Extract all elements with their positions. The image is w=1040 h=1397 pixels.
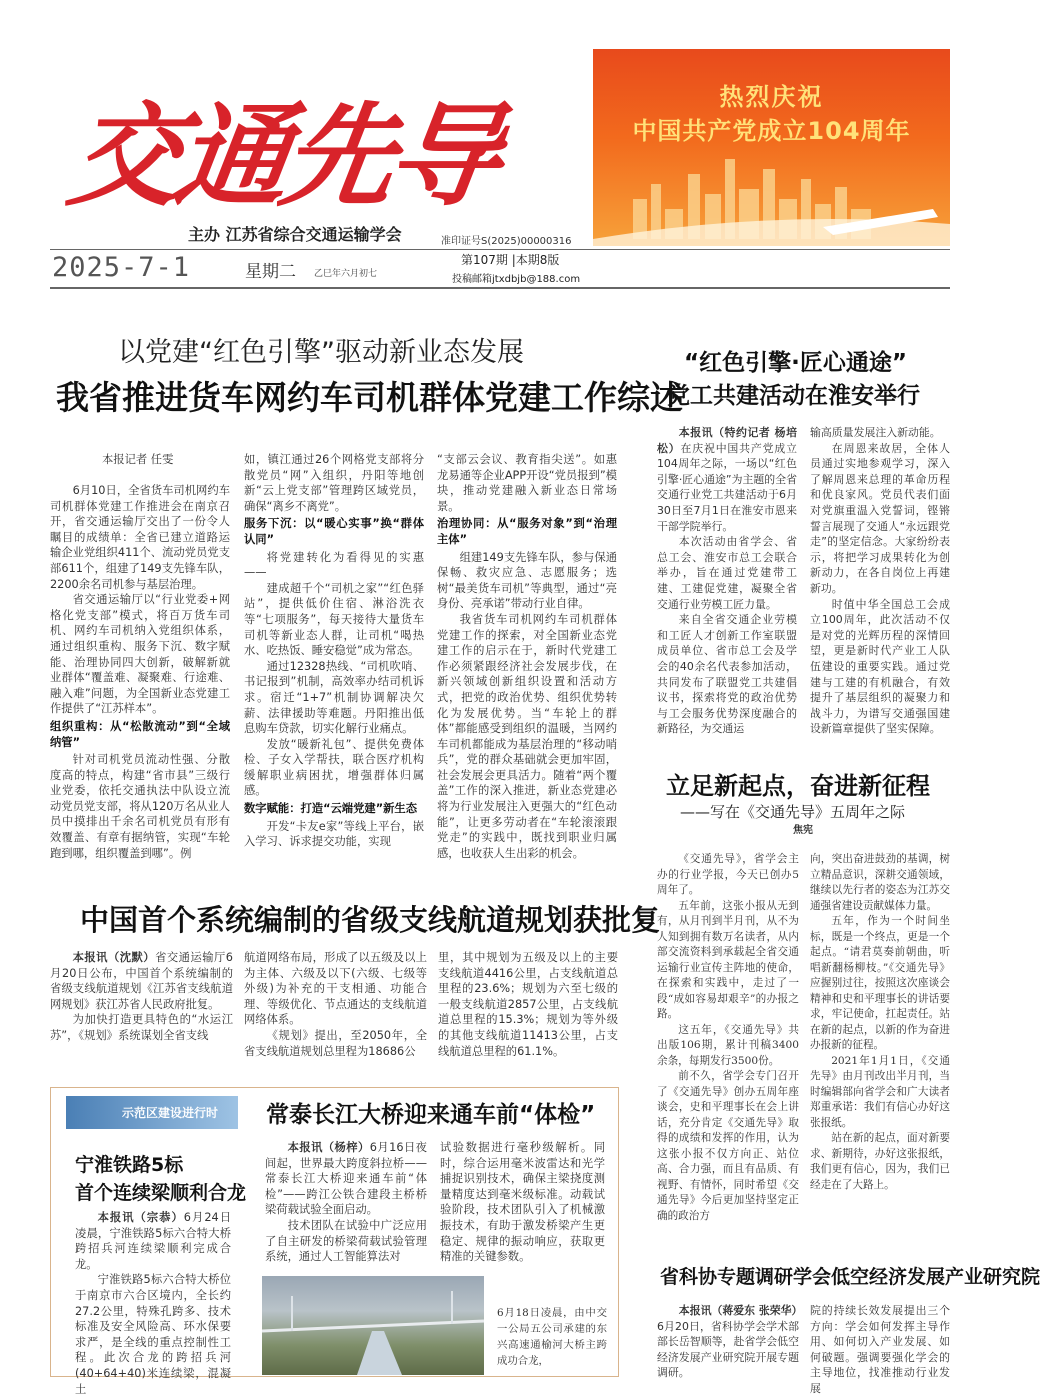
paragraph bbox=[50, 752, 230, 861]
paragraph-text: 站在新的起点，面对新要求、新期待，办好这张报纸，我们更有信心，因为，我们已经走在了大路上。 bbox=[810, 1132, 950, 1191]
paragraph-text: 宁淮铁路5标六合特大桥位于南京市六合区境内，全长约27.2公里，特殊孔跨多、技术标准及安全风险高、环水保要求严，是全线的重点控制性工程。此次合龙的跨招兵河(40+64+40)米连续梁，混凝土 bbox=[75, 1273, 231, 1396]
article4-col2 bbox=[810, 852, 950, 1193]
paragraph bbox=[438, 950, 618, 1059]
paragraph-text: 在周恩来故居，全体人员通过实地参观学习，深入了解周恩来总理的革命历程和优良家风。党员代表们面对党旗重温入党誓词，铿锵誓言展现了交通人“永远跟党走”的坚定信念。大家纷纷表示，将把学习成果转化为创新动力，在各自岗位上再建新功。 bbox=[810, 441, 950, 595]
section-subheading bbox=[50, 719, 230, 750]
paragraph-text: 技术团队在试验中广泛应用了自主研发的桥梁荷载试验管理系统，通过人工智能算法对 bbox=[265, 1218, 427, 1264]
article6-col1 bbox=[657, 1303, 803, 1381]
article3-col3 bbox=[438, 950, 618, 1059]
paragraph-text: 五年前，这张小报从无到有，从月刊到半月刊，从不为人知到拥有数万名读者，从内部交流资料到承载起全省交通运输行业宣传主阵地的使命，在探索和实践中，走过了一段“成如容易却艰辛”的办报之路。 bbox=[657, 899, 799, 1020]
paragraph bbox=[810, 1054, 950, 1132]
paragraph-text: 输高质量发展注入新动能。 bbox=[810, 426, 941, 439]
article4-kicker: 立足新起点，奋进新征程 bbox=[666, 772, 930, 800]
paragraph-text: 服务下沉：以“暖心实事”换“群体认同” bbox=[244, 517, 424, 546]
city-skyline-graphic bbox=[593, 49, 950, 246]
paragraph bbox=[50, 592, 230, 717]
paragraph-text: 建成超千个“司机之家”“红色驿站”，提供低价住宿、淋浴洗衣等“七项服务”，每天接待大量货车司机等新业态人群，让司机“喝热水、吃热饭、睡安稳觉”成为常态。 bbox=[244, 581, 424, 658]
article1-col1 bbox=[50, 483, 230, 861]
paragraph bbox=[440, 1140, 605, 1265]
paragraph-text: 里，其中规划为五级及以上的主要支线航道4416公里，占支线航道总里程的23.6%；规划为六至七级的一般支线航道2857公里，占支线航道总里程的15.3%；规划为等外级的其他支线航道11413公里，占支线航道总里程的61.1%。 bbox=[438, 951, 618, 1058]
masthead-logo-text: 交通先导 bbox=[61, 89, 505, 222]
paragraph-text: 组织重构：从“松散流动”到“全域纳管” bbox=[50, 719, 230, 749]
paragraph-text: 6月10日，全省货车司机网约车司机群体党建工作推进会在南京召开，省交通运输厅交出了一份令人瞩目的成绩单：全省已建立道路运输企业党组织411个、流动党员党支部611个，组建了149支先锋车队，2200余名司机参与基层治理。 bbox=[50, 484, 230, 591]
article4-byline: 焦宪 bbox=[793, 825, 813, 836]
paragraph-text: 数字赋能：打造“云端党建”新生态 bbox=[244, 802, 418, 816]
masthead-rule-top bbox=[50, 249, 950, 250]
masthead-rule-bottom bbox=[50, 287, 950, 289]
paragraph bbox=[244, 737, 424, 799]
lunar-date: 乙巳年六月初七 bbox=[314, 269, 378, 279]
sidebar-headline-line2: 首个连续梁顺利合龙 bbox=[75, 1182, 247, 1204]
dateline-lead: 本报讯（蒋爱东 张荣华） bbox=[678, 1304, 803, 1317]
article5-headline: 常泰长江大桥迎来通车前“体检” bbox=[266, 1102, 596, 1128]
paragraph bbox=[657, 1303, 803, 1381]
paragraph-text: 针对司机党员流动性强、分散度高的特点，构建“省市县”三级行业党委，依托交通执法中队设立流动党员党支部，将从120万名从业人员中摸排出千余名司机党员有形有效覆盖、有章有据纳管，实现“车轮跑到哪，组织覆盖到哪”。例 bbox=[50, 753, 230, 860]
article1-headline: 我省推进货车网约车司机群体党建工作综述 bbox=[56, 378, 683, 417]
paragraph bbox=[244, 581, 424, 659]
paragraph bbox=[265, 1218, 427, 1265]
feature-tag-label: 示范区建设进行时 bbox=[122, 1106, 219, 1120]
permit-number: 准印证号S(2025)00000316 bbox=[441, 236, 572, 247]
paragraph bbox=[244, 1028, 427, 1059]
article3-headline: 中国首个系统编制的省级支线航道规划获批复 bbox=[80, 903, 661, 937]
paragraph-text: 五年，作为一个时间坐标，既是一个终点，更是一个起点。“请君莫奏前朝曲，听唱新翻杨柳枝。”《交通先导》应握别过往，按照这次座谈会精神和史和平理事长的讲话要求，牢记使命，扛起责任。站在新的起点，以新的作为奋进办报新的征程。 bbox=[810, 915, 950, 1051]
paragraph-text: 来自全省交通企业劳模和工匠人才创新工作室联盟成员单位、省市总工会及学会的40余名代表参加活动，共同发布了联盟党工共建倡议书，探索将党的政治优势与工会服务优势深度融合的新路径，为交通运 bbox=[657, 613, 797, 736]
paragraph-text: 本次活动由省学会、省总工会、淮安市总工会联合举办，旨在通过党建带工建、工建促党建，凝聚全省交通行业劳模工匠力量。 bbox=[657, 535, 797, 611]
article2-kicker: “红色引擎·匠心通途” bbox=[684, 350, 907, 376]
article2-col2 bbox=[810, 425, 950, 737]
paragraph-text: 开发“卡友e家”等线上平台，嵌入学习、诉求提交功能，实现 bbox=[244, 819, 424, 849]
paragraph bbox=[657, 899, 799, 1023]
paragraph-text: 航道网络布局，形成了以五级及以上为主体、六级及以下(六级、七级等外级)为补充的干支相通、功能合理、等级优化、节点通达的支线航道网络体系。 bbox=[244, 951, 427, 1027]
paragraph bbox=[265, 1140, 427, 1218]
article2-headline: 党工共建活动在淮安举行 bbox=[667, 383, 920, 409]
paragraph bbox=[810, 852, 950, 914]
sidebar-body bbox=[75, 1210, 231, 1397]
paragraph bbox=[810, 1303, 950, 1397]
paragraph-text: 省交通运输厅6月20日公布，中国首个系统编制的省级支线航道规划《江苏省支线航道网规划》获江苏省人民政府批复。 bbox=[50, 951, 233, 1011]
article3-col2 bbox=[244, 950, 427, 1059]
paragraph-text: 向，突出奋进鼓劲的基调，树立精品意识，深耕交通领域，继续以先行者的姿态为江苏交通强省建设贡献媒体力量。 bbox=[810, 853, 950, 912]
paragraph bbox=[75, 1210, 231, 1272]
paragraph-text: 《交通先导》，省学会主办的行业学报，今天已创办5周年了。 bbox=[657, 853, 799, 896]
paragraph bbox=[810, 425, 950, 441]
paragraph bbox=[657, 852, 799, 899]
paragraph-text: 如，镇江通过26个网格党支部将分散党员“网”入组织，丹阳等地创新“云上党支部”管理跨区域党员，确保“离乡不离党”。 bbox=[244, 453, 424, 513]
paragraph bbox=[50, 950, 233, 1012]
paragraph-text: 通过12328热线、“司机吹哨、书记报到”机制，高效率办结司机诉求。宿迁“1+7”机制协调解决欠薪、法律援助等难题。丹阳推出低息购车贷款，切实化解行业痛点。 bbox=[244, 659, 424, 736]
paragraph bbox=[244, 659, 424, 737]
photo-caption: 6月18日凌晨，由中交一公局五公司承建的东兴高速通榆河大桥主跨成功合龙， bbox=[497, 1307, 607, 1367]
article2-col1 bbox=[657, 425, 797, 737]
bridge-photo-graphic bbox=[262, 1276, 484, 1375]
article4-col1 bbox=[657, 852, 799, 1224]
paragraph bbox=[437, 612, 617, 862]
paragraph bbox=[657, 1069, 799, 1224]
article4-subtitle: ——写在《交通先导》五周年之际 bbox=[680, 803, 906, 821]
section-subheading bbox=[437, 516, 617, 547]
anniversary-banner bbox=[593, 49, 950, 246]
paragraph bbox=[810, 914, 950, 1054]
paragraph bbox=[810, 1131, 950, 1193]
paragraph-text: 发放“暖新礼包”、提供免费体检、子女入学帮扶，联合医疗机构缓解职业病困扰，增强群体归属感。 bbox=[244, 737, 424, 798]
paragraph-text: 6月24日凌晨，宁淮铁路5标六合特大桥跨招兵河连续梁顺利完成合龙。 bbox=[75, 1211, 231, 1271]
paragraph bbox=[244, 950, 427, 1028]
paragraph bbox=[810, 597, 950, 737]
issue-date: 2025-7-1 bbox=[52, 252, 191, 283]
paragraph bbox=[657, 425, 797, 534]
sponsor-line: 主办 江苏省综合交通运输学会 bbox=[188, 225, 402, 244]
banner-line1: 热烈庆祝 bbox=[719, 83, 824, 111]
weekday: 星期二 bbox=[245, 262, 296, 282]
paragraph bbox=[244, 550, 424, 581]
article1-byline: 本报记者 任雯 bbox=[102, 453, 174, 466]
paragraph bbox=[244, 452, 424, 514]
article1-col3 bbox=[437, 452, 617, 861]
paragraph-text: 前不久，省学会专门召开了《交通先导》创办五周年座谈会，史和平理事长在会上讲话，充分肯定《交通先导》取得的成绩和发挥的作用，认为这张小报不仅方向正、站位高、合力强，而且有品质、有视野、有情怀，同时希望《交通先导》今后更加坚持坚定正确的政治方 bbox=[657, 1070, 799, 1222]
article6-col2 bbox=[810, 1303, 950, 1397]
issue-number: 第107期 |本期8版 bbox=[461, 253, 560, 267]
paragraph bbox=[437, 550, 617, 612]
paragraph bbox=[810, 441, 950, 597]
paragraph-text: 省交通运输厅以“行业党委+网格化党支部”模式，将百万货车司机、网约车司机纳入党组织体系，通过组织重构、服务下沉、数字赋能、治理协同四大创新，破解新就业群体“覆盖难、凝聚难、行途难、融入难”问题，为全国新业态党建工作提供了“江苏样本”。 bbox=[50, 593, 230, 716]
masthead-logo bbox=[61, 55, 555, 230]
submission-email: 投稿邮箱jtxdbjb@188.com bbox=[452, 274, 581, 285]
paragraph-text: 《规划》提出，至2050年，全省支线航道规划总里程为18686公 bbox=[244, 1028, 427, 1058]
paragraph-text: 组建149支先锋车队，参与保通保畅、救灾应急、志愿服务；选树“最美货车司机”等典型，通过“亮身份、亮承诺”带动行业自律。 bbox=[437, 550, 617, 611]
paragraph-text: “支部云会议、教育指尖送”。如惠龙易通等企业APP开设“党员报到”模块，推动党建融入新业态日常场景。 bbox=[437, 453, 617, 513]
article6-headline: 省科协专题调研学会低空经济发展产业研究院 bbox=[660, 1266, 1040, 1288]
dateline-lead: 本报讯（杨梓） bbox=[287, 1141, 370, 1154]
paragraph-text: 试验数据进行毫秒级解析。同时，综合运用毫米波雷达和光学捕捉识别技术，确保主梁挠度测量精度达到毫米级标准。动载试验阶段，技术团队引入了机械激振技术，有助于激发桥梁产生更稳定、规律的振动响应，获取更精准的关键参数。 bbox=[440, 1141, 605, 1264]
paragraph bbox=[657, 534, 797, 612]
sidebar-headline-line1: 宁淮铁路5标 bbox=[75, 1154, 184, 1176]
dateline-lead: 本报讯（特约记者 杨培松） bbox=[657, 426, 797, 455]
article5-col2 bbox=[440, 1140, 605, 1265]
section-subheading bbox=[244, 801, 424, 817]
paragraph bbox=[244, 819, 424, 850]
paragraph-text: 时值中华全国总工会成立100周年，此次活动不仅是对党的光辉历程的深情回望，更是新时代产业工人队伍建设的重要实践。通过党建与工建的有机融合，有效提升了基层组织的凝聚力和战斗力，为谱写交通强国建设新篇章提供了坚实保障。 bbox=[810, 597, 950, 736]
dateline-lead: 本报讯（宗恭） bbox=[97, 1211, 184, 1224]
banner-line2: 中国共产党成立104周年 bbox=[632, 117, 911, 145]
paragraph-text: 2021年1月1日，《交通先导》由月刊改出半月刊，当时编辑部向省学会和广大读者郑重承诺：我们有信心办好这张报纸。 bbox=[810, 1054, 950, 1129]
paragraph-text: 我省货车司机网约车司机群体党建工作的探索，对全国新业态党建工作的启示在于，新时代党建工作必须紧跟经济社会发展步伐，在新兴领域创新组织设置和活动方式，把党的政治优势、组织优势转化为发展优势。当“车轮上的群体”都能感受到组织的温暖，当网约车司机都能成为基层治理的“移动哨兵”，党的群众基础就会更加牢固，社会发展会更具活力。随着“两个覆盖”工作的深入推进，新业态党建必将为行业发展注入更强大的“红色动能”，让更多劳动者在“车轮滚滚跟党走”的实践中，既找到职业归属感，也收获人生出彩的机会。 bbox=[437, 612, 617, 860]
article3-col1 bbox=[50, 950, 233, 1044]
paragraph-text: 院的持续长效发展提出三个方向：学会如何发挥主导作用、如何切入产业发展、如何破题。强调要强化学会的主导地位，找准推动行业发展 bbox=[810, 1304, 950, 1395]
paragraph-text: 为加快打造更具特色的“水运江苏”，《规划》系统谋划全省支线 bbox=[50, 1013, 233, 1042]
paragraph bbox=[75, 1272, 231, 1397]
paragraph-text: 6月16日夜间起，世界最大跨度斜拉桥——常泰长江大桥迎来通车前“体检”——跨江公铁合建段主桥桥梁荷载试验全面启动。 bbox=[265, 1141, 427, 1217]
paragraph bbox=[437, 452, 617, 514]
paragraph bbox=[657, 1023, 799, 1070]
article5-col1 bbox=[265, 1140, 427, 1265]
paragraph-text: 这五年，《交通先导》共出版106期，累计刊稿3400余条，每期发行3500份。 bbox=[657, 1023, 799, 1067]
article1-col2 bbox=[244, 452, 424, 850]
feature-tag-background bbox=[66, 1096, 238, 1129]
paragraph-text: 治理协同：从“服务对象”到“治理主体” bbox=[437, 517, 617, 546]
section-subheading bbox=[244, 516, 424, 547]
dateline-lead: 本报讯（沈默） bbox=[72, 951, 156, 964]
article1-kicker: 以党建“红色引擎”驱动新业态发展 bbox=[118, 337, 524, 368]
paragraph bbox=[50, 1012, 233, 1043]
bridge-photo bbox=[262, 1276, 484, 1375]
paragraph-text: 6月20日，省科协学会学术部部长岳智顺等，赴省学会低空经济发展产业研究院开展专题调研。 bbox=[657, 1319, 799, 1380]
paragraph-text: 将党建转化为看得见的实惠—— bbox=[244, 550, 424, 580]
paragraph bbox=[50, 483, 230, 592]
paragraph bbox=[657, 612, 797, 737]
paragraph-text: 在庆祝中国共产党成立104周年之际，一场以“红色引擎·匠心通途”为主题的全省交通行业党工共建活动于6月30日至7月1日在淮安市恩来干部学院举行。 bbox=[657, 441, 797, 533]
